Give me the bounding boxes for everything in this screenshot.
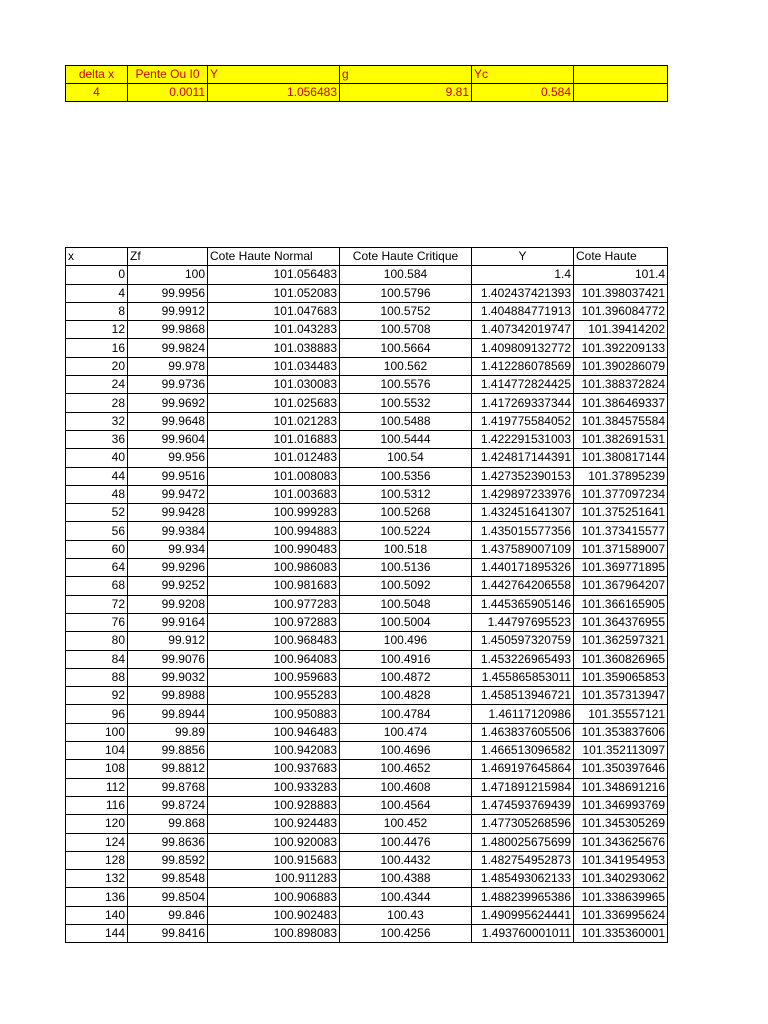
table-cell[interactable]: 1.437589007109 (472, 540, 574, 558)
table-cell[interactable]: 101.398037421 (574, 284, 668, 302)
table-cell[interactable]: 99.9648 (128, 412, 208, 430)
table-cell[interactable]: 1.442764206558 (472, 577, 574, 595)
table-cell[interactable]: 1.485493062133 (472, 870, 574, 888)
table-cell[interactable]: 101.016883 (208, 430, 340, 448)
table-cell[interactable]: 100.5004 (340, 613, 472, 631)
table-cell[interactable]: 99.9032 (128, 668, 208, 686)
table-cell[interactable]: 68 (66, 577, 128, 595)
table-cell[interactable]: 101.021283 (208, 412, 340, 430)
table-cell[interactable]: 100.4564 (340, 796, 472, 814)
param-value-cell[interactable]: 1.056483 (208, 84, 340, 102)
table-cell[interactable]: 99.846 (128, 906, 208, 924)
table-cell[interactable]: 100.4916 (340, 650, 472, 668)
table-cell[interactable]: 28 (66, 394, 128, 412)
table-cell[interactable]: 99.9428 (128, 504, 208, 522)
table-cell[interactable]: 100.898083 (208, 924, 340, 942)
table-row (66, 430, 668, 448)
table-cell[interactable]: 101.4 (574, 266, 668, 284)
param-header-cell[interactable]: Yc (472, 66, 574, 84)
table-cell[interactable]: 1.427352390153 (472, 467, 574, 485)
table-cell[interactable]: 100.937683 (208, 760, 340, 778)
table-cell[interactable]: 1.482754952873 (472, 851, 574, 869)
table-cell[interactable]: 16 (66, 339, 128, 357)
table-cell[interactable]: 1.402437421393 (472, 284, 574, 302)
table-cell[interactable]: 40 (66, 449, 128, 467)
column-header-cote-haute-critique[interactable]: Cote Haute Critique (340, 248, 472, 266)
table-cell[interactable]: 101.39414202 (574, 321, 668, 339)
table-cell[interactable]: 100 (128, 266, 208, 284)
table-row (66, 668, 668, 686)
table-cell[interactable]: 100.5532 (340, 394, 472, 412)
table-cell[interactable]: 24 (66, 376, 128, 394)
table-cell[interactable]: 99.934 (128, 540, 208, 558)
results-header-row (66, 248, 668, 266)
table-cell[interactable]: 101.366165905 (574, 595, 668, 613)
table-row (66, 467, 668, 485)
table-cell[interactable]: 100.5488 (340, 412, 472, 430)
table-row (66, 613, 668, 631)
table-cell[interactable]: 1.409809132772 (472, 339, 574, 357)
table-row (66, 870, 668, 888)
table-cell[interactable]: 99.9472 (128, 485, 208, 503)
table-cell[interactable]: 101.348691216 (574, 778, 668, 796)
table-row (66, 302, 668, 320)
table-cell[interactable]: 99.956 (128, 449, 208, 467)
table-row (66, 266, 668, 284)
table-cell[interactable]: 1.471891215984 (472, 778, 574, 796)
table-cell[interactable]: 1.440171895326 (472, 559, 574, 577)
table-row (66, 778, 668, 796)
table-cell[interactable]: 99.8636 (128, 833, 208, 851)
table-cell[interactable]: 101.012483 (208, 449, 340, 467)
table-cell[interactable]: 1.488239965386 (472, 888, 574, 906)
table-cell[interactable]: 101.386469337 (574, 394, 668, 412)
table-cell[interactable]: 1.474593769439 (472, 796, 574, 814)
table-cell[interactable]: 101.390286079 (574, 357, 668, 375)
table-cell[interactable]: 100.5136 (340, 559, 472, 577)
table-cell[interactable]: 108 (66, 760, 128, 778)
table-cell[interactable]: 99.8504 (128, 888, 208, 906)
table-cell[interactable]: 100.474 (340, 723, 472, 741)
table-row (66, 650, 668, 668)
table-row (66, 577, 668, 595)
table-row (66, 559, 668, 577)
table-cell[interactable]: 101.030083 (208, 376, 340, 394)
table-cell[interactable]: 1.463837605506 (472, 723, 574, 741)
parameters-table (65, 65, 668, 102)
table-row (66, 522, 668, 540)
table-cell[interactable]: 100.5444 (340, 430, 472, 448)
table-cell[interactable]: 52 (66, 504, 128, 522)
table-cell[interactable]: 101.336995624 (574, 906, 668, 924)
table-row (66, 412, 668, 430)
table-cell[interactable]: 99.9384 (128, 522, 208, 540)
table-cell[interactable]: 100.4696 (340, 742, 472, 760)
table-cell[interactable]: 101.025683 (208, 394, 340, 412)
table-cell[interactable]: 101.371589007 (574, 540, 668, 558)
table-cell[interactable]: 100.452 (340, 815, 472, 833)
table-cell[interactable]: 44 (66, 467, 128, 485)
column-header-zf[interactable]: Zf (128, 248, 208, 266)
table-cell[interactable]: 99.9516 (128, 467, 208, 485)
table-cell[interactable]: 1.414772824425 (472, 376, 574, 394)
table-cell[interactable]: 100.955283 (208, 687, 340, 705)
table-cell[interactable]: 124 (66, 833, 128, 851)
table-cell[interactable]: 99.8724 (128, 796, 208, 814)
table-cell[interactable]: 100.981683 (208, 577, 340, 595)
table-cell[interactable]: 99.978 (128, 357, 208, 375)
table-cell[interactable]: 99.9912 (128, 302, 208, 320)
table-cell[interactable]: 101.341954953 (574, 851, 668, 869)
table-cell[interactable]: 100.4828 (340, 687, 472, 705)
table-row (66, 449, 668, 467)
param-header-cell[interactable] (574, 66, 668, 84)
parameters-value-row (66, 84, 668, 102)
table-cell[interactable]: 1.493760001011 (472, 924, 574, 942)
table-cell[interactable]: 100.562 (340, 357, 472, 375)
table-cell[interactable]: 1.404884771913 (472, 302, 574, 320)
table-cell[interactable]: 99.8416 (128, 924, 208, 942)
table-cell[interactable]: 100.5356 (340, 467, 472, 485)
table-cell[interactable]: 101.377097234 (574, 485, 668, 503)
table-cell[interactable]: 101.388372824 (574, 376, 668, 394)
table-cell[interactable]: 100.5092 (340, 577, 472, 595)
table-cell[interactable]: 101.369771895 (574, 559, 668, 577)
table-cell[interactable]: 32 (66, 412, 128, 430)
table-cell[interactable]: 99.9076 (128, 650, 208, 668)
table-cell[interactable]: 101.335360001 (574, 924, 668, 942)
table-cell[interactable]: 99.9692 (128, 394, 208, 412)
table-cell[interactable]: 12 (66, 321, 128, 339)
table-cell[interactable]: 56 (66, 522, 128, 540)
table-cell[interactable]: 100.911283 (208, 870, 340, 888)
table-cell[interactable]: 100.5664 (340, 339, 472, 357)
table-cell[interactable]: 99.9824 (128, 339, 208, 357)
table-cell[interactable]: 1.490995624441 (472, 906, 574, 924)
table-cell[interactable]: 1.424817144391 (472, 449, 574, 467)
table-cell[interactable]: 100.4388 (340, 870, 472, 888)
table-cell[interactable]: 20 (66, 357, 128, 375)
table-row (66, 760, 668, 778)
table-cell[interactable]: 1.453226965493 (472, 650, 574, 668)
table-cell[interactable]: 101.357313947 (574, 687, 668, 705)
table-cell[interactable]: 100.946483 (208, 723, 340, 741)
table-cell[interactable]: 112 (66, 778, 128, 796)
table-cell[interactable]: 1.480025675699 (472, 833, 574, 851)
table-cell[interactable]: 99.9164 (128, 613, 208, 631)
table-row (66, 815, 668, 833)
table-row (66, 906, 668, 924)
table-cell[interactable]: 99.89 (128, 723, 208, 741)
table-cell[interactable]: 1.422291531003 (472, 430, 574, 448)
table-cell[interactable]: 101.37895239 (574, 467, 668, 485)
table-row (66, 796, 668, 814)
table-row (66, 632, 668, 650)
param-value-cell[interactable]: 0.584 (472, 84, 574, 102)
table-row (66, 357, 668, 375)
table-cell[interactable]: 100.968483 (208, 632, 340, 650)
param-header-cell[interactable]: Pente Ou I0 (128, 66, 208, 84)
results-table (65, 247, 668, 943)
param-value-cell[interactable]: 0.0011 (128, 84, 208, 102)
table-cell[interactable]: 88 (66, 668, 128, 686)
table-cell[interactable]: 101.352113097 (574, 742, 668, 760)
table-cell[interactable]: 100.5708 (340, 321, 472, 339)
table-cell[interactable]: 84 (66, 650, 128, 668)
table-cell[interactable]: 1.419775584052 (472, 412, 574, 430)
table-cell[interactable]: 101.343625676 (574, 833, 668, 851)
table-cell[interactable]: 128 (66, 851, 128, 869)
table-cell[interactable]: 116 (66, 796, 128, 814)
table-cell[interactable]: 72 (66, 595, 128, 613)
table-cell[interactable]: 101.338639965 (574, 888, 668, 906)
table-cell[interactable]: 101.008083 (208, 467, 340, 485)
table-cell[interactable]: 101.346993769 (574, 796, 668, 814)
table-cell[interactable]: 76 (66, 613, 128, 631)
table-cell[interactable]: 120 (66, 815, 128, 833)
table-cell[interactable]: 100.990483 (208, 540, 340, 558)
table-cell[interactable]: 100.924483 (208, 815, 340, 833)
table-cell[interactable]: 100.4432 (340, 851, 472, 869)
table-cell[interactable]: 99.8812 (128, 760, 208, 778)
table-cell[interactable]: 99.8944 (128, 705, 208, 723)
table-cell[interactable]: 8 (66, 302, 128, 320)
table-cell[interactable]: 99.8856 (128, 742, 208, 760)
table-cell[interactable]: 4 (66, 284, 128, 302)
table-cell[interactable]: 92 (66, 687, 128, 705)
table-cell[interactable]: 100.5268 (340, 504, 472, 522)
table-cell[interactable]: 100.933283 (208, 778, 340, 796)
table-cell[interactable]: 99.9736 (128, 376, 208, 394)
table-row (66, 705, 668, 723)
table-cell[interactable]: 100.4256 (340, 924, 472, 942)
table-cell[interactable]: 1.477305268596 (472, 815, 574, 833)
table-cell[interactable]: 101.047683 (208, 302, 340, 320)
table-row (66, 485, 668, 503)
table-cell[interactable]: 99.9868 (128, 321, 208, 339)
table-cell[interactable]: 101.359065853 (574, 668, 668, 686)
table-cell[interactable]: 144 (66, 924, 128, 942)
table-cell[interactable]: 99.9956 (128, 284, 208, 302)
table-cell[interactable]: 96 (66, 705, 128, 723)
table-cell[interactable]: 101.396084772 (574, 302, 668, 320)
table-cell[interactable]: 100.5048 (340, 595, 472, 613)
table-cell[interactable]: 100.994883 (208, 522, 340, 540)
table-cell[interactable]: 101.392209133 (574, 339, 668, 357)
table-cell[interactable]: 101.003683 (208, 485, 340, 503)
results-body (66, 266, 668, 943)
table-row (66, 687, 668, 705)
table-cell[interactable]: 100.54 (340, 449, 472, 467)
table-cell[interactable]: 101.038883 (208, 339, 340, 357)
table-cell[interactable]: 100.915683 (208, 851, 340, 869)
table-cell[interactable]: 99.8548 (128, 870, 208, 888)
table-cell[interactable]: 100.986083 (208, 559, 340, 577)
table-cell[interactable]: 101.367964207 (574, 577, 668, 595)
table-cell[interactable]: 101.373415577 (574, 522, 668, 540)
table-row (66, 540, 668, 558)
table-cell[interactable]: 101.35557121 (574, 705, 668, 723)
param-header-cell[interactable]: g (340, 66, 472, 84)
table-cell[interactable]: 1.4 (472, 266, 574, 284)
table-cell[interactable]: 100.584 (340, 266, 472, 284)
table-cell[interactable]: 99.9604 (128, 430, 208, 448)
table-cell[interactable]: 100.942083 (208, 742, 340, 760)
table-cell[interactable]: 101.380817144 (574, 449, 668, 467)
table-cell[interactable]: 101.382691531 (574, 430, 668, 448)
column-header-x[interactable]: x (66, 248, 128, 266)
table-cell[interactable]: 99.8592 (128, 851, 208, 869)
table-cell[interactable]: 1.432451641307 (472, 504, 574, 522)
table-cell[interactable]: 1.450597320759 (472, 632, 574, 650)
table-cell[interactable]: 48 (66, 485, 128, 503)
table-cell[interactable]: 101.034483 (208, 357, 340, 375)
table-cell[interactable]: 100.43 (340, 906, 472, 924)
table-cell[interactable]: 99.912 (128, 632, 208, 650)
table-cell[interactable]: 100.972883 (208, 613, 340, 631)
table-cell[interactable]: 99.868 (128, 815, 208, 833)
table-cell[interactable]: 1.469197645864 (472, 760, 574, 778)
table-cell[interactable]: 100.950883 (208, 705, 340, 723)
table-cell[interactable]: 1.435015577356 (472, 522, 574, 540)
table-cell[interactable]: 1.429897233976 (472, 485, 574, 503)
table-cell[interactable]: 101.052083 (208, 284, 340, 302)
table-cell[interactable]: 1.407342019747 (472, 321, 574, 339)
column-header-cote-haute-normal[interactable]: Cote Haute Normal (208, 248, 340, 266)
table-cell[interactable]: 100.906883 (208, 888, 340, 906)
table-cell[interactable]: 101.375251641 (574, 504, 668, 522)
table-cell[interactable]: 99.8988 (128, 687, 208, 705)
table-cell[interactable]: 101.350397646 (574, 760, 668, 778)
table-cell[interactable]: 100.5752 (340, 302, 472, 320)
table-cell[interactable]: 101.384575584 (574, 412, 668, 430)
table-cell[interactable]: 101.043283 (208, 321, 340, 339)
param-value-cell[interactable] (574, 84, 668, 102)
table-row (66, 595, 668, 613)
table-cell[interactable]: 80 (66, 632, 128, 650)
table-cell[interactable]: 100.5224 (340, 522, 472, 540)
table-row (66, 284, 668, 302)
column-header-cote-haute[interactable]: Cote Haute (574, 248, 668, 266)
table-cell[interactable]: 101.353837606 (574, 723, 668, 741)
table-cell[interactable]: 100.964083 (208, 650, 340, 668)
table-cell[interactable]: 100.902483 (208, 906, 340, 924)
table-cell[interactable]: 64 (66, 559, 128, 577)
table-row (66, 924, 668, 942)
table-row (66, 888, 668, 906)
table-cell[interactable]: 36 (66, 430, 128, 448)
table-row (66, 742, 668, 760)
table-row (66, 339, 668, 357)
table-row (66, 723, 668, 741)
param-value-cell[interactable]: 4 (66, 84, 128, 102)
table-cell[interactable]: 100.4784 (340, 705, 472, 723)
table-cell[interactable]: 1.445365905146 (472, 595, 574, 613)
table-cell[interactable]: 100.920083 (208, 833, 340, 851)
table-cell[interactable]: 100.4344 (340, 888, 472, 906)
table-cell[interactable]: 100.977283 (208, 595, 340, 613)
table-cell[interactable]: 104 (66, 742, 128, 760)
parameters-header-row (66, 66, 668, 84)
table-cell[interactable]: 99.9252 (128, 577, 208, 595)
table-cell[interactable]: 101.345305269 (574, 815, 668, 833)
table-cell[interactable]: 100.928883 (208, 796, 340, 814)
table-cell[interactable]: 100.999283 (208, 504, 340, 522)
param-value-cell[interactable]: 9.81 (340, 84, 472, 102)
table-cell[interactable]: 100.4872 (340, 668, 472, 686)
table-cell[interactable]: 100.4652 (340, 760, 472, 778)
table-cell[interactable]: 100.4476 (340, 833, 472, 851)
table-cell[interactable]: 1.412286078569 (472, 357, 574, 375)
table-cell[interactable]: 99.9208 (128, 595, 208, 613)
column-header-y[interactable]: Y (472, 248, 574, 266)
table-cell[interactable]: 100.4608 (340, 778, 472, 796)
table-cell[interactable]: 1.455865853011 (472, 668, 574, 686)
param-header-cell[interactable]: delta x (66, 66, 128, 84)
table-cell[interactable]: 101.056483 (208, 266, 340, 284)
table-cell[interactable]: 99.8768 (128, 778, 208, 796)
param-header-cell[interactable]: Y (208, 66, 340, 84)
table-row (66, 851, 668, 869)
table-cell[interactable]: 60 (66, 540, 128, 558)
table-cell[interactable]: 100 (66, 723, 128, 741)
table-cell[interactable]: 100.959683 (208, 668, 340, 686)
table-cell[interactable]: 140 (66, 906, 128, 924)
table-cell[interactable]: 1.417269337344 (472, 394, 574, 412)
table-row (66, 321, 668, 339)
table-cell[interactable]: 101.362597321 (574, 632, 668, 650)
table-row (66, 376, 668, 394)
table-cell[interactable]: 100.5312 (340, 485, 472, 503)
table-row (66, 504, 668, 522)
table-row (66, 394, 668, 412)
table-cell[interactable]: 100.5576 (340, 376, 472, 394)
table-cell[interactable]: 100.5796 (340, 284, 472, 302)
table-cell[interactable]: 1.458513946721 (472, 687, 574, 705)
table-cell[interactable]: 101.340293062 (574, 870, 668, 888)
table-cell[interactable]: 101.364376955 (574, 613, 668, 631)
table-cell[interactable]: 100.496 (340, 632, 472, 650)
table-cell[interactable]: 100.518 (340, 540, 472, 558)
table-cell[interactable]: 1.44797695523 (472, 613, 574, 631)
table-cell[interactable]: 0 (66, 266, 128, 284)
table-cell[interactable]: 1.466513096582 (472, 742, 574, 760)
table-cell[interactable]: 101.360826965 (574, 650, 668, 668)
table-cell[interactable]: 136 (66, 888, 128, 906)
table-cell[interactable]: 99.9296 (128, 559, 208, 577)
table-cell[interactable]: 1.46117120986 (472, 705, 574, 723)
table-row (66, 833, 668, 851)
table-cell[interactable]: 132 (66, 870, 128, 888)
